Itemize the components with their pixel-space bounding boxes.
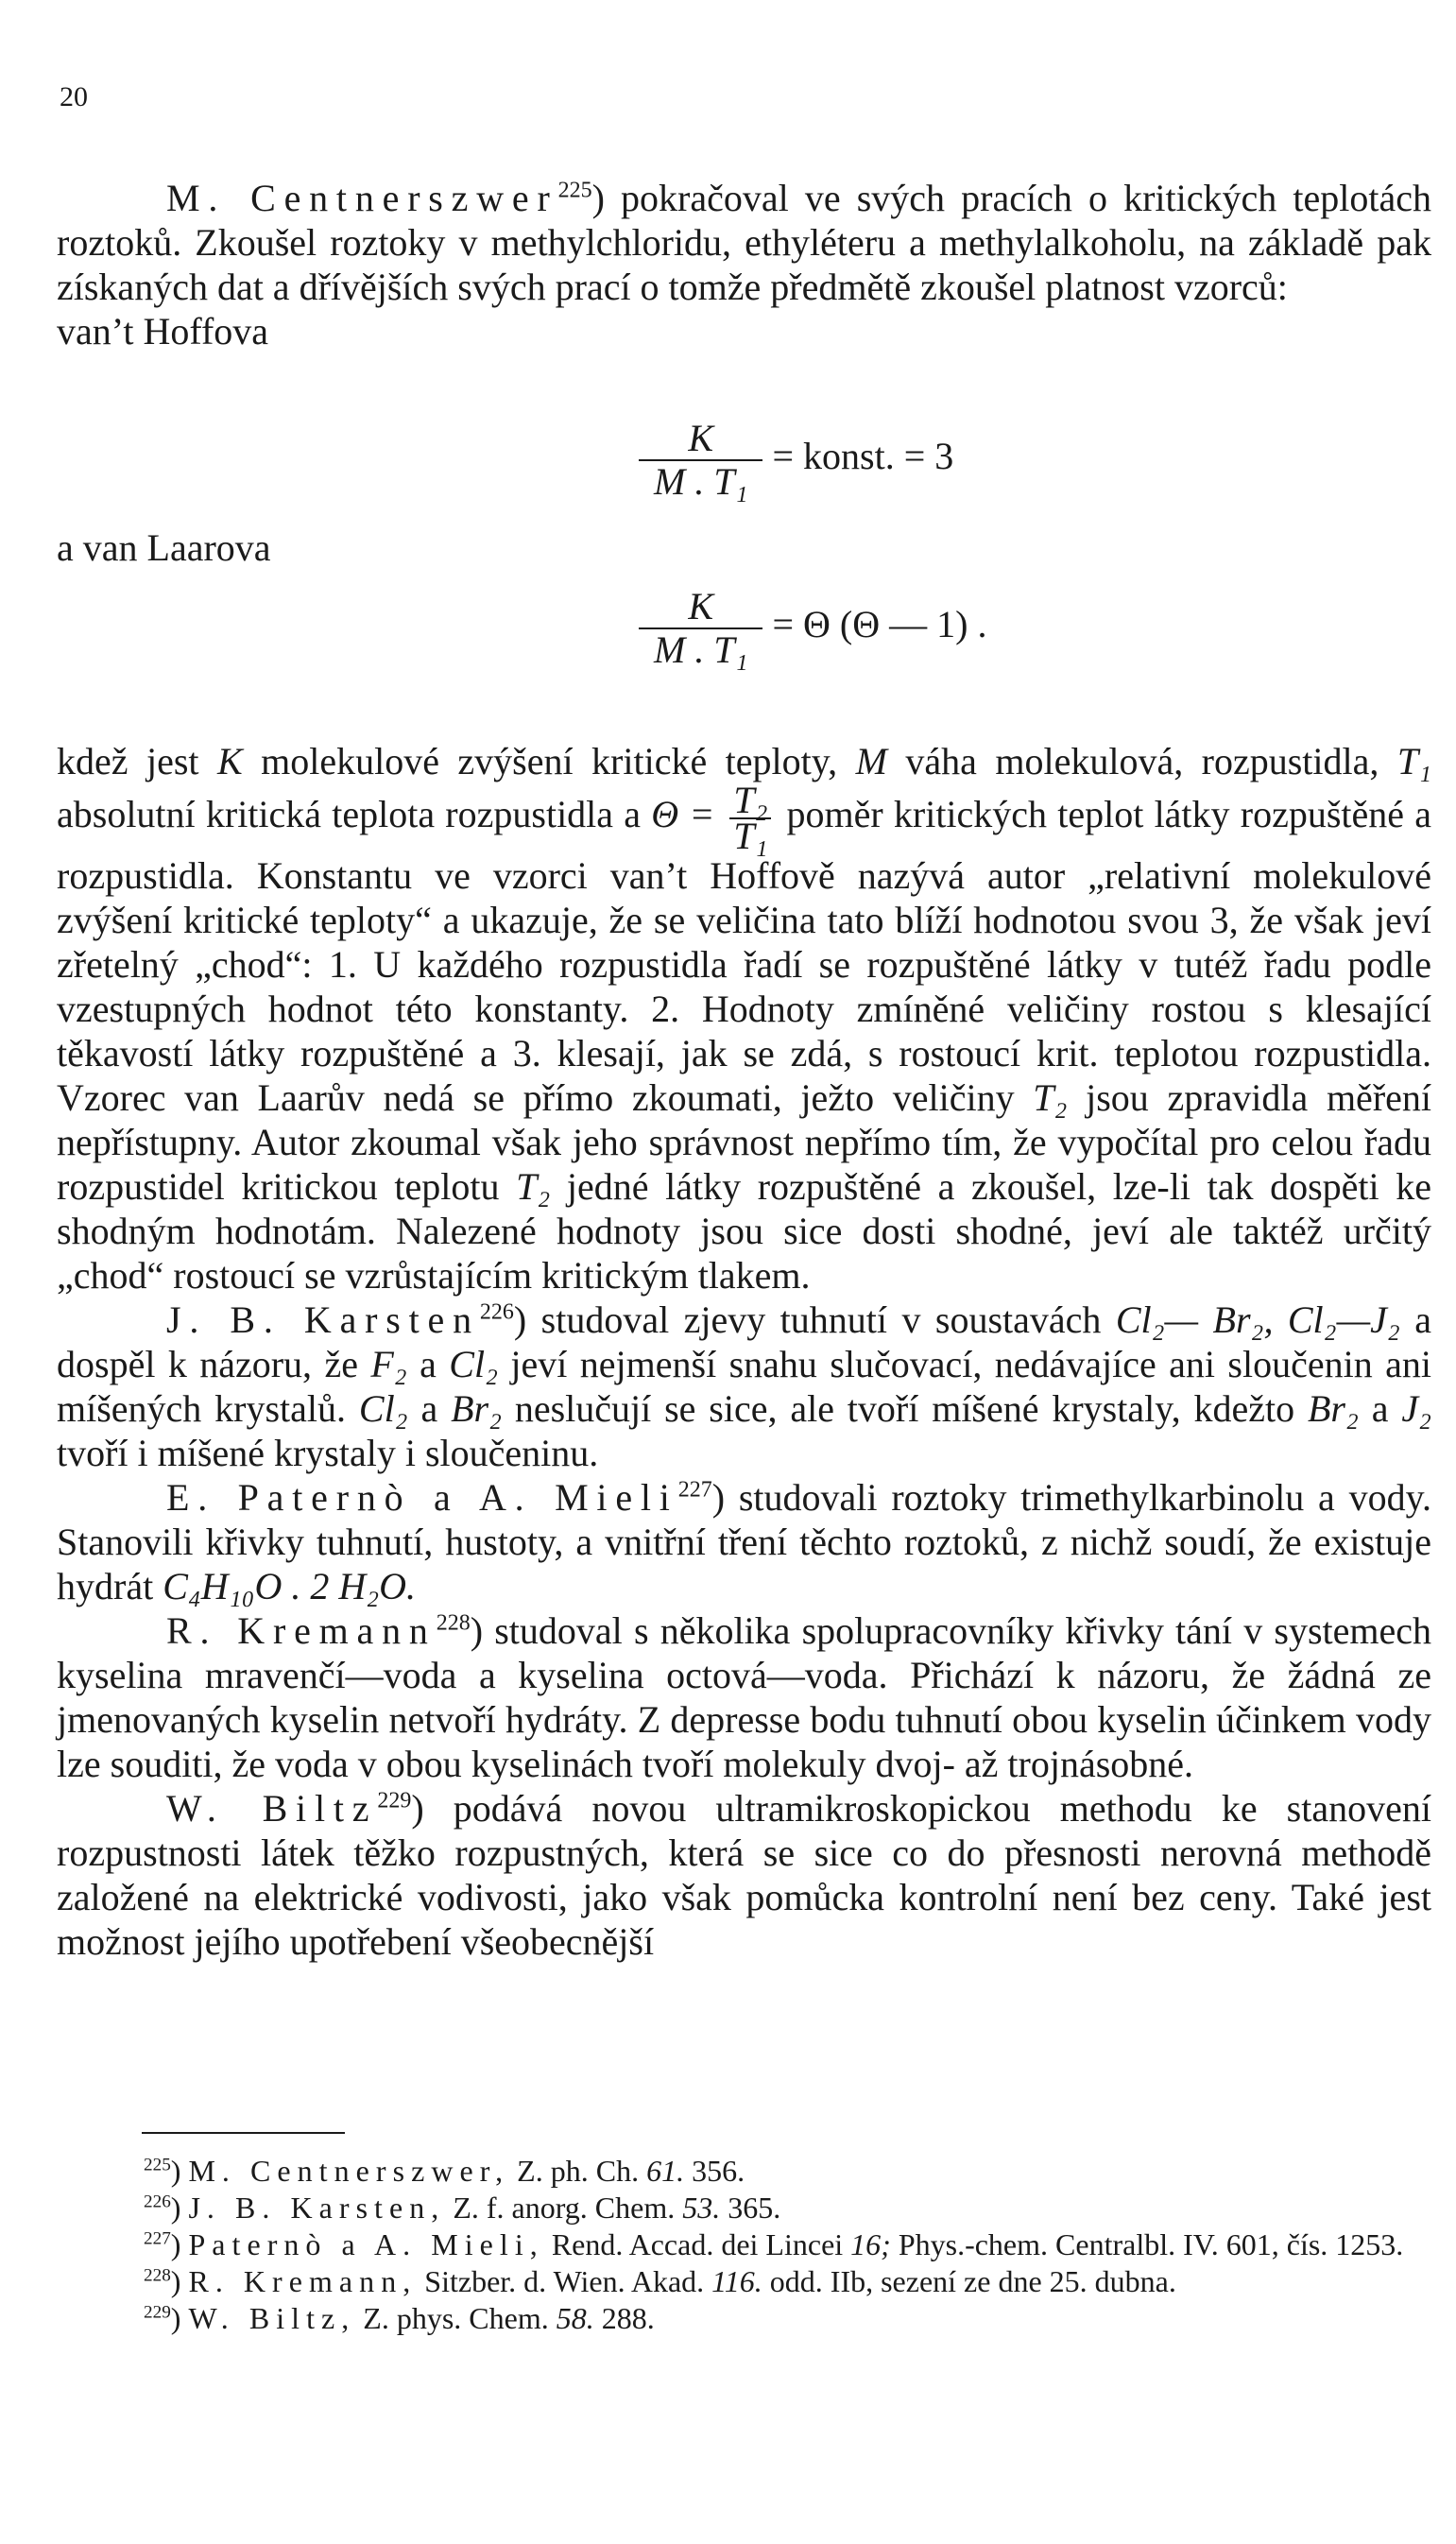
- formula-numerator: K: [639, 418, 762, 461]
- author-name: J. B. Karsten: [166, 1298, 480, 1341]
- formula-denominator: M . T₁: [654, 628, 748, 671]
- paragraph-centnerszwer: [57, 176, 1431, 309]
- reference-mark: 229: [377, 1788, 412, 1813]
- formula-rhs: = Θ (Θ — 1) .: [772, 603, 987, 646]
- footnote-item: $^{226}$) J. B. Karsten, Z. f. anorg. Chem. 53. 365.: [144, 2191, 781, 2225]
- body-text-main: [57, 739, 1431, 1964]
- paragraph-biltz: W. Biltz$^{229}$) podává novou ultramikroskopickou methodu ke stanovení rozpustnosti látek těžko rozpustných, která se sice co do přesnosti nerovná methodě založené na elektrické vodivosti, jako však pomůcka kontrolní není bez ceny. Také jest možnost jejího upotřebení všeobecnější: [57, 1787, 1431, 1963]
- formula-numerator: K: [639, 586, 762, 629]
- footnote-item: $^{227}$) Paternò a A. Mieli, Rend. Accad. dei Lincei 16; Phys.-chem. Centralbl. IV. 601, čís. 1253.: [144, 2227, 1404, 2261]
- author-name: E. Paternò a A. Mieli: [166, 1476, 678, 1519]
- footnote-divider: [142, 2132, 345, 2134]
- author-name: W. Biltz: [166, 1787, 378, 1830]
- reference-mark: 227: [677, 1477, 712, 1503]
- footnotes: [57, 2153, 1431, 2337]
- body-text-top: [57, 176, 1431, 353]
- page-number: 20: [60, 81, 88, 112]
- author-name: R. Kremann: [166, 1609, 437, 1652]
- label-vanthoff: van’t Hoffova: [57, 310, 269, 352]
- inline-fraction: $\frac{\text{T₂}}{\text{T₁}}$: [729, 783, 771, 853]
- author-name: M. Centnerszwer: [166, 177, 558, 219]
- paragraph-text: ) pokračoval ve svých pracích o kritických teplotách roztoků. Zkoušel roztoky v methylchloridu, ethyléteru a methylalkoholu, na základě pak získaných dat a dřívějších svých prací o tomže předmětě zkoušel platnost vzorců:: [57, 177, 1431, 308]
- paragraph-kremann: R. Kremann$^{228}$) studoval s několika spolupracovníky křivky tání v systemech kyselina mravenčí—voda a kyselina octová—voda. Přichází k názoru, že žádná ze jmenovaných kyselin netvoří hydráty. Z depresse bodu tuhnutí obou kyselin účinkem vody lze souditi, že voda v obou kyselinách tvoří molekuly dvoj- až trojnásobné.: [57, 1609, 1431, 1785]
- label-vanlaar: a van Laarova: [57, 526, 271, 569]
- reference-mark: 226: [479, 1299, 514, 1325]
- footnote-item: $^{228}$) R. Kremann, Sitzber. d. Wien. Akad. 116. odd. IIb, sezení ze dne 25. dubna.: [144, 2264, 1176, 2298]
- reference-mark: 228: [436, 1610, 471, 1636]
- paragraph-definitions: kdež jest K molekulové zvýšení kritické teploty, M váha molekulová, rozpustidla, T₁ absolutní kritická teplota rozpustidla a Θ = $\frac{\text{T₂}}{\text{T₁}}$ poměr kritických teplot látky rozpuštěné a rozpustidla. Konstantu ve vzorci van’t Hoffově nazývá autor „relativní molekulové zvýšení kritické teploty“ a ukazuje, že se veličina tato blíží hodnotou svou 3, že však jeví zřetelný „chod“: 1. U každého rozpustidla řadí se rozpuštěné látky v tutéž řadu podle vzestupných hodnot této konstanty. 2. Hodnoty zmíněné veličiny rostou s klesající těkavostí látky rozpuštěné a 3. klesají, jak se zdá, s rostoucí krit. teplotou rozpustidla. Vzorec van Laarův nedá se přímo zkoumati, ježto veličiny T₂ jsou zpravidla měření nepřístupny. Autor zkoumal však jeho správnost nepřímo tím, že vypočítal pro celou řadu rozpustidel kritickou teplotu T₂ jedné látky rozpuštěné a zkoušel, lze-li tak dospěti ke shodným hodnotám. Nalezené hodnoty jsou sice dosti shodné, jeví ale taktéž určitý „chod“ rostoucí se vzrůstajícím kritickým tlakem.: [57, 740, 1432, 1297]
- formula-vanthoff: [639, 418, 953, 503]
- formula-rhs: = konst. = 3: [772, 435, 954, 478]
- paragraph-karsten: J. B. Karsten$^{226}$) studoval zjevy tuhnutí v soustavách Cl₂— Br₂, Cl₂—J₂ a dospěl k názoru, že F₂ a Cl₂ jeví nejmenší snahu slučovací, nedávajíce ani sloučenin ani míšených krystalů. Cl₂ a Br₂ neslučují se sice, ale tvoří míšené krystaly, kdežto Br₂ a J₂ tvoří i míšené krystaly i sloučeninu.: [57, 1298, 1432, 1474]
- footnote-item: $^{225}$) M. Centnerszwer, Z. ph. Ch. 61. 356.: [144, 2154, 745, 2188]
- formula-denominator: M . T₁: [654, 460, 748, 503]
- paragraph-paterno: E. Paternò a A. Mieli$^{227}$) studovali roztoky trimethylkarbinolu a vody. Stanovili křivky tuhnutí, hustoty, a vnitřní tření těchto roztoků, z nichž soudí, že existuje hydrát C₄H₁₀O . 2 H₂O.: [57, 1476, 1432, 1607]
- formula-vanlaar: [639, 586, 986, 671]
- footnote-item: $^{229}$) W. Biltz, Z. phys. Chem. 58. 288.: [144, 2301, 655, 2335]
- reference-mark: 225: [557, 178, 592, 203]
